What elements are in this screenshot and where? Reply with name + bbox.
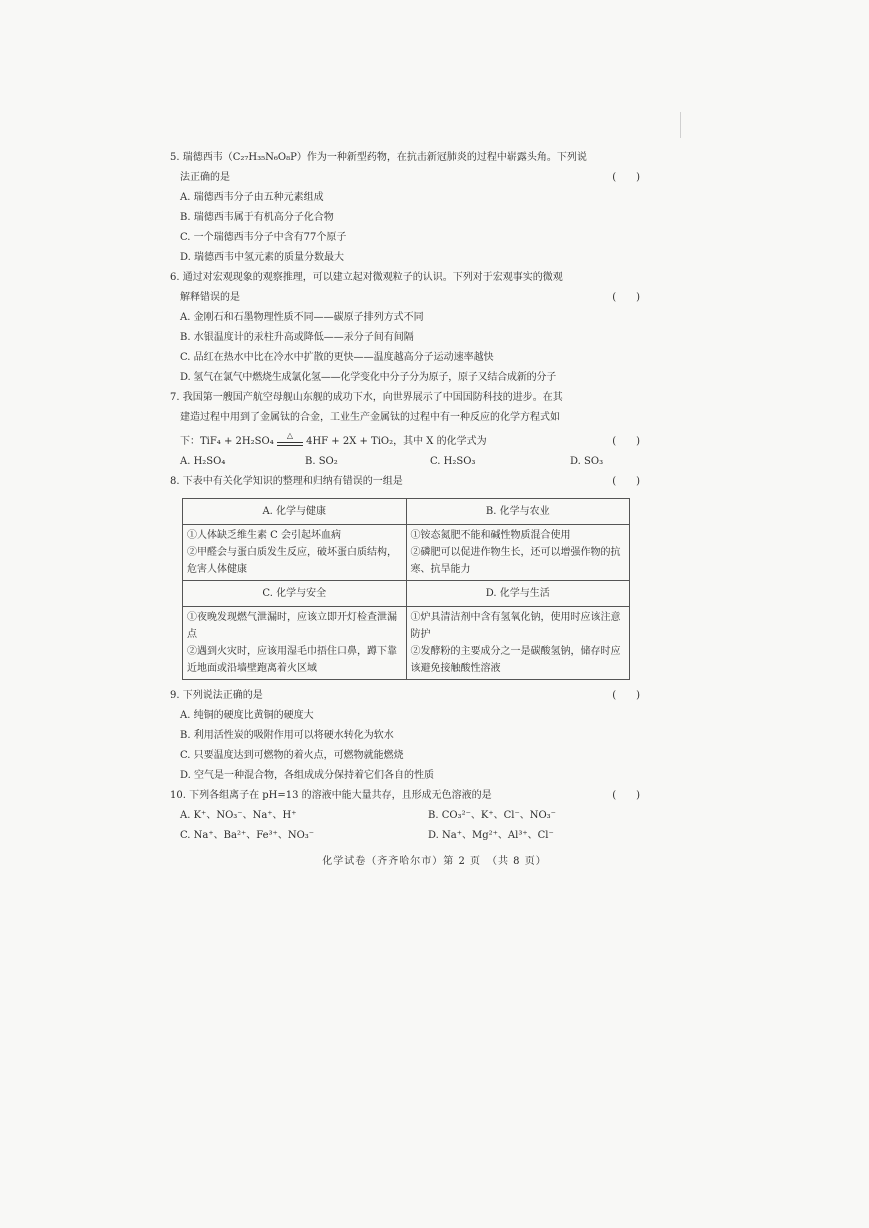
equation-products: 4HF + 2X + TiO₂，其中 X 的化学式为	[306, 436, 487, 447]
table-head-a: A. 化学与健康	[183, 499, 407, 525]
table-cell-a: ①人体缺乏维生素 C 会引起坏血病 ②甲醛会与蛋白质发生反应，破坏蛋白质结构，危害人体健康	[183, 525, 407, 581]
option-d: D. 空气是一种混合物，各组成成分保持着它们各自的性质	[180, 770, 435, 781]
table-head-d: D. 化学与生活	[406, 581, 630, 607]
option-a: A. K⁺、NO₃⁻、Na⁺、H⁺	[180, 810, 297, 821]
option-b: B. CO₃²⁻、K⁺、Cl⁻、NO₃⁻	[428, 810, 556, 821]
answer-paren: ( )	[612, 790, 640, 801]
options-row	[170, 452, 640, 472]
question-10	[170, 786, 640, 846]
option-c: C. Na⁺、Ba²⁺、Fe³⁺、NO₃⁻	[180, 830, 315, 841]
option-a: A. 瑞德西韦分子由五种元素组成	[180, 192, 324, 203]
question-5	[170, 148, 640, 268]
option-d: D. 瑞德西韦中氢元素的质量分数最大	[180, 252, 345, 263]
answer-paren: ( )	[612, 476, 640, 487]
knowledge-table	[182, 498, 630, 680]
table-head-c: C. 化学与安全	[183, 581, 407, 607]
exam-content	[170, 148, 640, 846]
question-5-stem: 5. 瑞德西韦（C₂₇H₃₅N₆O₈P）作为一种新型药物，在抗击新冠肺炎的过程中崭露头角。下列说	[170, 152, 587, 163]
options-grid	[170, 806, 640, 846]
page-footer: 化学试卷（齐齐哈尔市）第 2 页 （共 8 页）	[322, 856, 547, 867]
scan-edge-mark	[680, 112, 681, 138]
option-b: B. 水银温度计的汞柱升高或降低——汞分子间有间隔	[180, 332, 414, 343]
question-7-stem: 7. 我国第一艘国产航空母舰山东舰的成功下水，向世界展示了中国国防科技的进步。在其	[170, 392, 563, 403]
option-d: D. Na⁺、Mg²⁺、Al³⁺、Cl⁻	[428, 830, 554, 841]
option-c: C. 只要温度达到可燃物的着火点，可燃物就能燃烧	[180, 750, 404, 761]
option-b: B. SO₂	[305, 456, 338, 467]
table-cell-c: ①夜晚发现燃气泄漏时，应该立即开灯检查泄漏点 ②遇到火灾时，应该用湿毛巾捂住口鼻，蹲下靠近地面或沿墙壁跑离着火区域	[183, 607, 407, 680]
answer-paren: ( )	[612, 436, 640, 447]
equation-reactants: 下：TiF₄ + 2H₂SO₄	[180, 436, 274, 447]
option-c: C. 一个瑞德西韦分子中含有77个原子	[180, 232, 347, 243]
table-cell-d: ①炉具清洁剂中含有氢氧化钠，使用时应该注意防护 ②发酵粉的主要成分之一是碳酸氢钠，储存时应该避免接触酸性溶液	[406, 607, 630, 680]
table-head-b: B. 化学与农业	[406, 499, 630, 525]
option-c: C. H₂SO₃	[430, 456, 476, 467]
question-5-stem-cont: 法正确的是	[180, 172, 230, 183]
equation-arrow	[277, 432, 303, 452]
option-c: C. 品红在热水中比在冷水中扩散的更快——温度越高分子运动速率越快	[180, 352, 494, 363]
question-7-stem-cont: 建造过程中用到了金属钛的合金，工业生产金属钛的过程中有一种反应的化学方程式如	[180, 412, 560, 423]
question-8	[170, 472, 640, 680]
option-b: B. 利用活性炭的吸附作用可以将硬水转化为软水	[180, 730, 394, 741]
answer-paren: ( )	[612, 172, 640, 183]
question-9	[170, 686, 640, 786]
question-9-stem: 9. 下列说法正确的是	[170, 690, 263, 701]
question-10-stem: 10. 下列各组离子在 pH=13 的溶液中能大量共存，且形成无色溶液的是	[170, 790, 492, 801]
option-a: A. 金刚石和石墨物理性质不同——碳原子排列方式不同	[180, 312, 424, 323]
question-6-stem-cont: 解释错误的是	[180, 292, 240, 303]
table-cell-b: ①铵态氮肥不能和碱性物质混合使用 ②磷肥可以促进作物生长，还可以增强作物的抗寒、抗旱能力	[406, 525, 630, 581]
question-6-stem: 6. 通过对宏观现象的观察推理，可以建立起对微观粒子的认识。下列对于宏观事实的微观	[170, 272, 563, 283]
answer-paren: ( )	[612, 690, 640, 701]
question-7	[170, 388, 640, 472]
option-d: D. SO₃	[570, 456, 604, 467]
option-a: A. H₂SO₄	[180, 456, 226, 467]
heat-symbol: △	[286, 431, 293, 440]
answer-paren: ( )	[612, 292, 640, 303]
option-a: A. 纯铜的硬度比黄铜的硬度大	[180, 710, 314, 721]
question-8-stem: 8. 下表中有关化学知识的整理和归纳有错误的一组是	[170, 476, 403, 487]
question-6	[170, 268, 640, 388]
option-d: D. 氢气在氯气中燃烧生成氯化氢——化学变化中分子分为原子，原子又结合成新的分子	[180, 372, 557, 383]
option-b: B. 瑞德西韦属于有机高分子化合物	[180, 212, 334, 223]
